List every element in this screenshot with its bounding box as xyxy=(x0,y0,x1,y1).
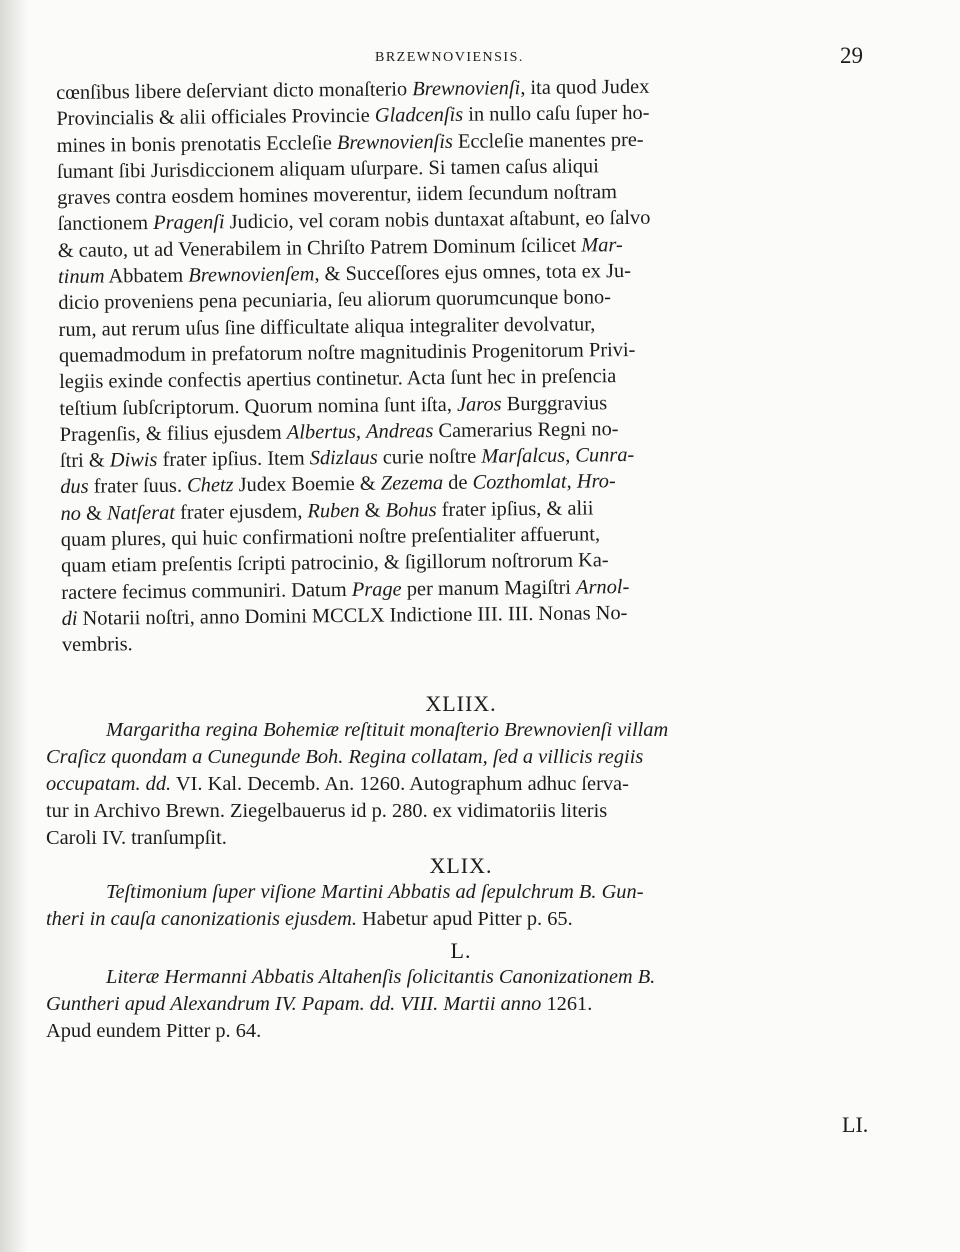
entry-xlix xyxy=(46,852,876,933)
entry-summary: Margaritha regina Bohemiæ reſtituit monaſterio Brewnovienſi villam Craſicz quondam a Cunegunde Boh. Regina collatam, ſed a villicis regiis occupatam. dd. VI. Kal. Decemb. An. 1260. Autographum adhuc ſerva- tur in Archivo Brewn. Ziegelbauerus id p. 280. ex vidimatoriis literis Caroli IV. tranſumpſit. xyxy=(46,719,669,849)
entry-summary: Teſtimonium ſuper viſione Martini Abbatis ad ſepulchrum B. Gun- theri in cauſa canonizationis ejusdem. Habetur apud Pitter p. 65. xyxy=(46,881,644,930)
entry-xliix xyxy=(46,690,876,852)
entry-heading: XLIX. xyxy=(429,853,493,878)
text-line: ſtri & Diwis frater ipſius. Item Sdizlaus curie noſtre Marſalcus, Cunra- xyxy=(59,444,635,473)
text-line: dus frater ſuus. Chetz Judex Boemie & Zezema de Cozthomlat, Hro- xyxy=(60,470,616,499)
text-line: teſtium ſubſcriptorum. Quorum nomina ſunt iſta, Jaros Burggravius xyxy=(59,391,608,420)
entry-summary: Literæ Hermanni Abbatis Altahenſis ſolicitantis Canonizationem B. Guntheri apud Alexandrum IV. Papam. dd. VIII. Martii anno 1261. Apud eundem Pitter p. 64. xyxy=(46,966,656,1042)
text-line: Pragenſis, & filius ejusdem Albertus, Andreas Camerarius Regni no- xyxy=(59,417,619,446)
entry-l xyxy=(46,937,876,1045)
text-line: Provincialis & alii officiales Provincie Gladcenſis in nullo caſu ſuper ho- xyxy=(56,102,650,131)
text-line: quam plures, qui huic confirmationi noſtre preſentialiter affuerunt, xyxy=(60,523,601,552)
text-line: quemadmodum in prefatorum noſtre magnitudinis Progenitorum Privi- xyxy=(58,338,636,367)
entry-heading: L. xyxy=(450,938,472,963)
text-line: rum, aut rerum uſus ſine difficultate aliqua integraliter devolvatur, xyxy=(58,313,596,341)
text-line: graves contra eosdem homines moverentur, iidem ſecundum noſtram xyxy=(57,181,618,210)
catchword: LI. xyxy=(842,1112,869,1137)
text-line: dicio proveniens pena pecuniaria, ſeu aliorum quorumcunque bono- xyxy=(58,286,612,315)
running-head: BRZEWNOVIENSIS. xyxy=(375,50,524,65)
text-line: cœnſibus libere deſerviant dicto monaſterio Brewnovienſi, ita quod Judex xyxy=(56,75,650,104)
text-line: ſanctionem Pragenſi Judicio, vel coram nobis duntaxat aſtabunt, eo ſalvo xyxy=(57,207,651,236)
text-line: quam etiam preſentis ſcripti patrocinio, & ſigillorum noſtrorum Ka- xyxy=(60,549,609,578)
text-line: di Notarii noſtri, anno Domini MCCLX Indictione III. III. Nonas No- xyxy=(61,601,628,630)
text-line: mines in bonis prenotatis Eccleſie Brewnovienſis Eccleſie manentes pre- xyxy=(56,128,644,157)
text-line: & cauto, ut ad Venerabilem in Chriſto Patrem Dominum ſcilicet Mar- xyxy=(57,233,623,262)
text-line: tinum Abbatem Brewnovienſem, & Succeſſores ejus omnes, tota ex Ju- xyxy=(57,260,632,289)
text-line: legiis exinde confectis apertius continetur. Acta ſunt hec in preſencia xyxy=(59,365,617,394)
text-line: ſumant ſibi Jurisdiccionem aliquam uſurpare. Si tamen caſus aliqui xyxy=(56,155,599,183)
text-line: vembris. xyxy=(61,633,133,657)
text-line: ractere fecimus communiri. Datum Prage per manum Magiſtri Arnol- xyxy=(61,575,630,604)
text-line: no & Natſerat frater ejusdem, Ruben & Bohus frater ipſius, & alii xyxy=(60,497,594,525)
entry-heading: XLIIX. xyxy=(425,691,497,716)
page-number: 29 xyxy=(840,43,863,68)
binding-shadow xyxy=(0,0,28,1252)
charter-body-text xyxy=(56,71,884,658)
